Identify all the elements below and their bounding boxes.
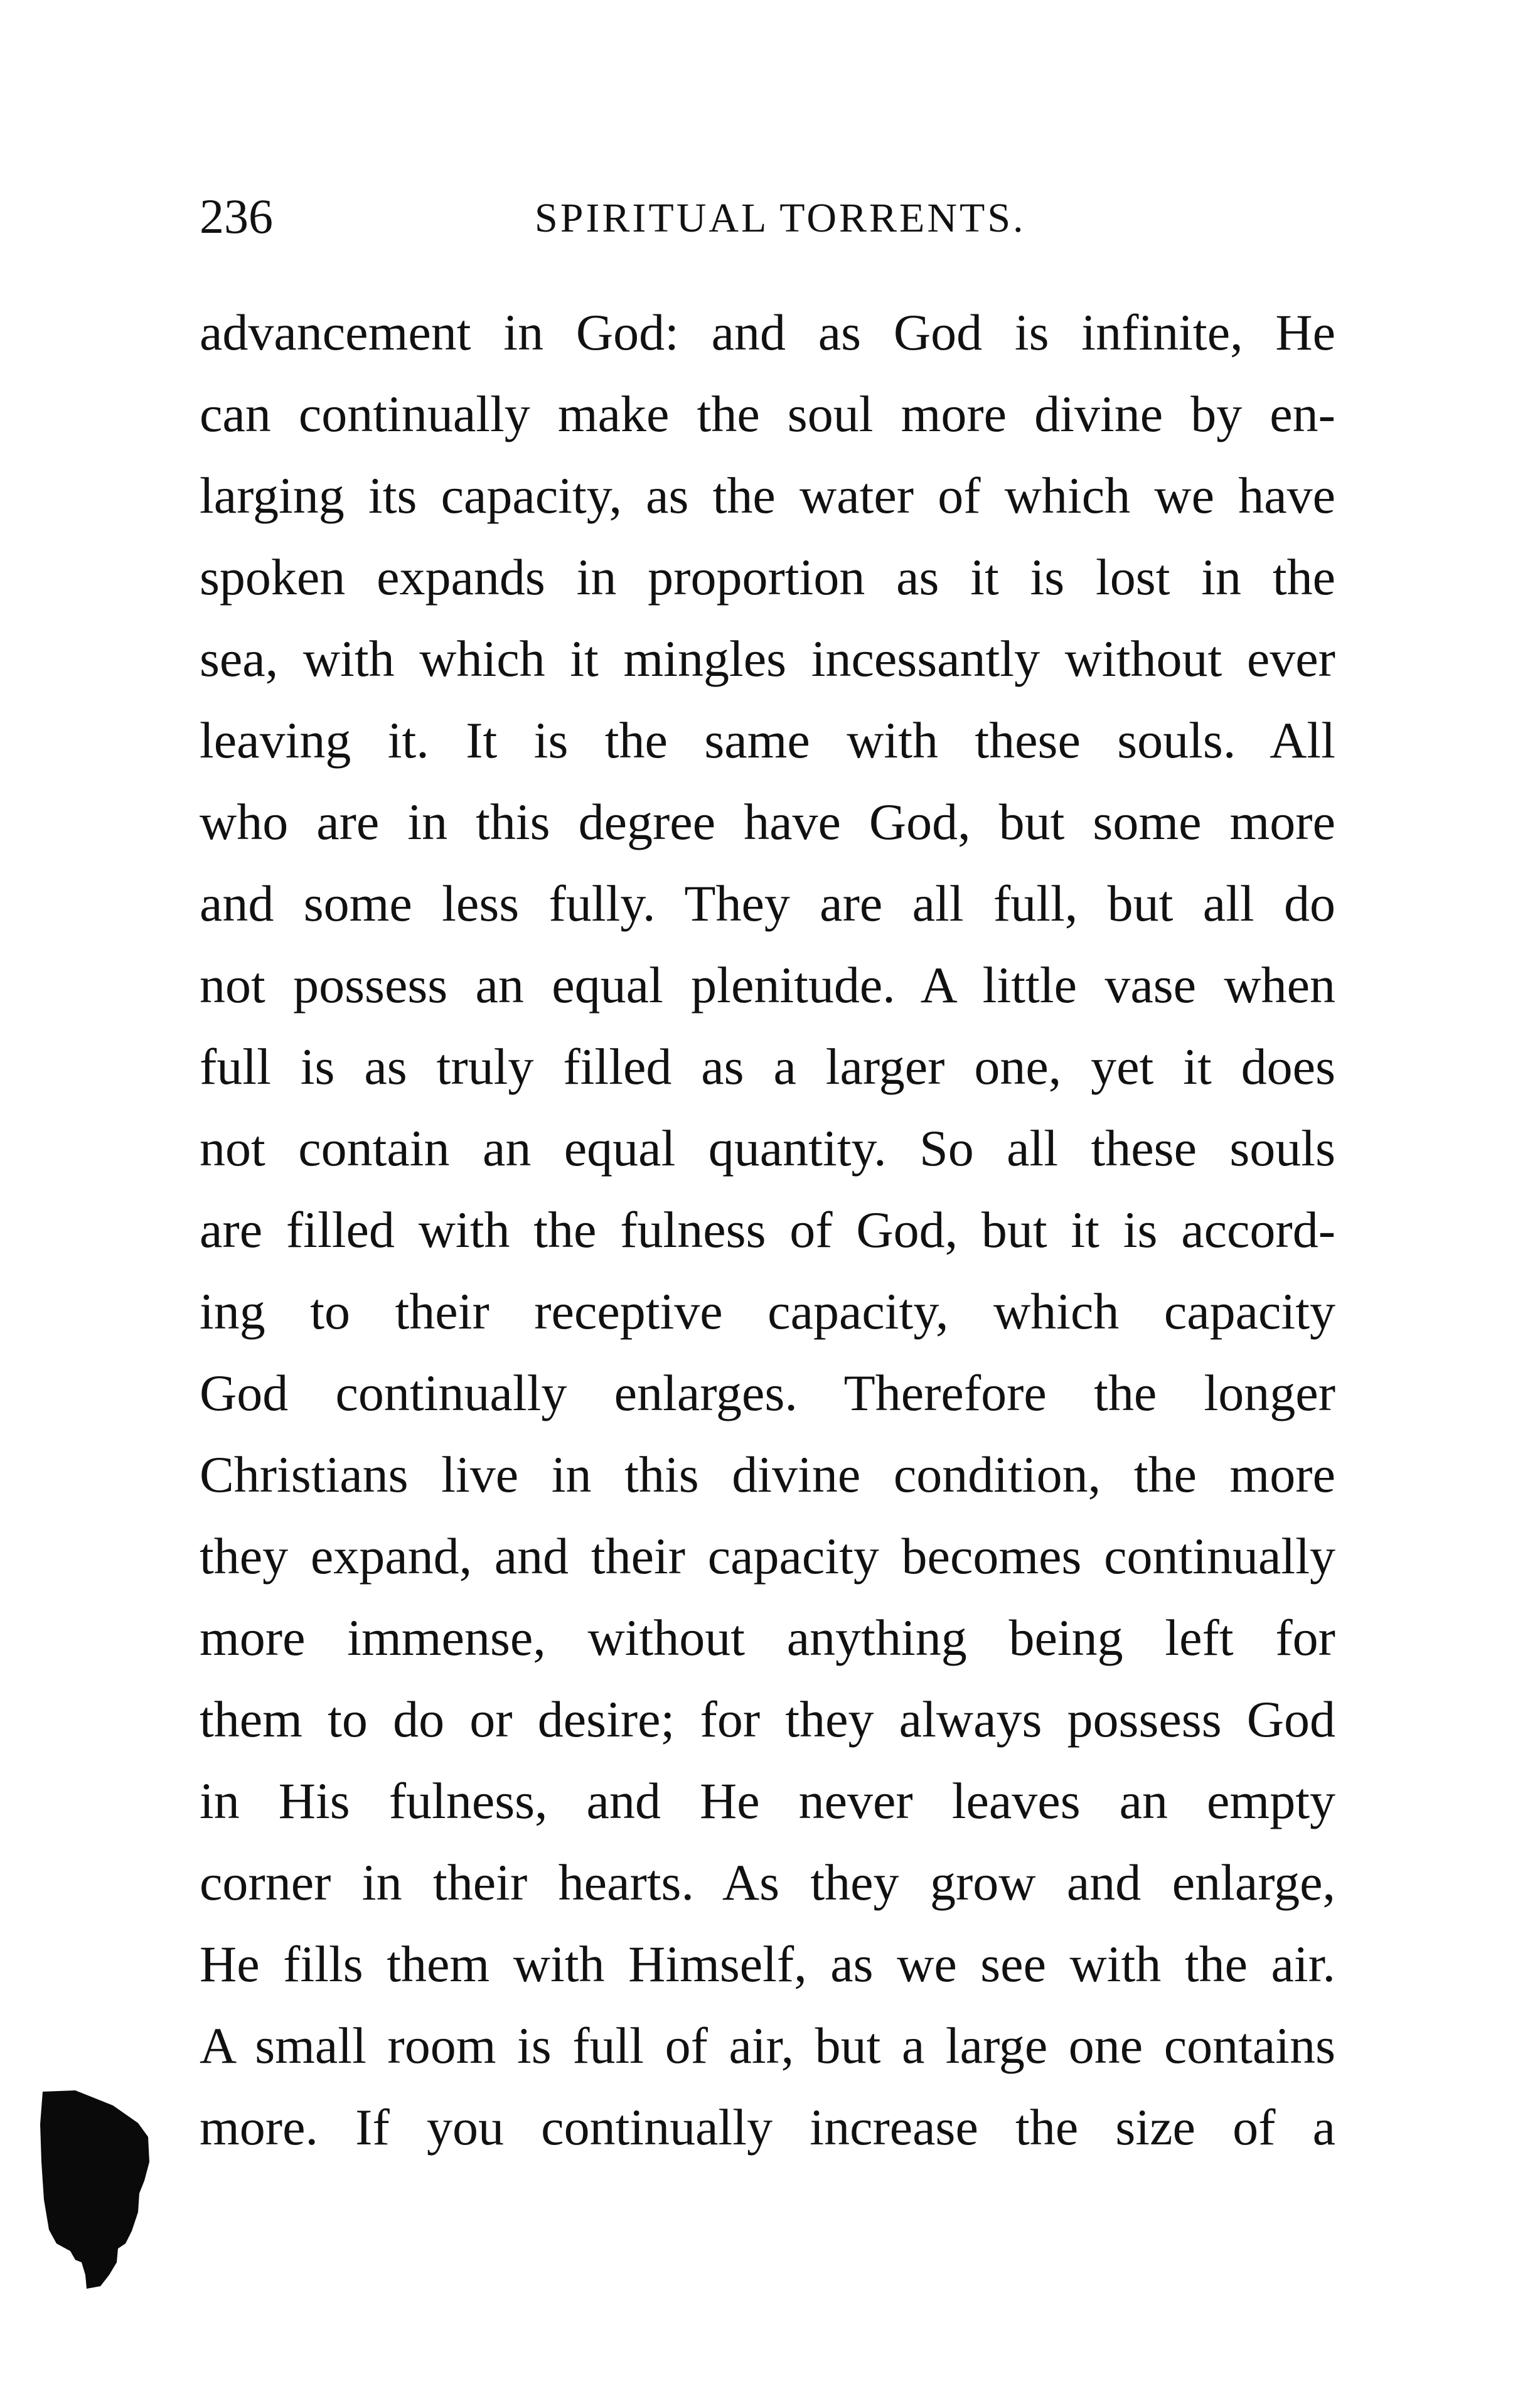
text-line: He fills them with Himself, as we see with the air.	[200, 1935, 1335, 1993]
text-line: larging its capacity, as the water of which we have	[200, 467, 1335, 524]
text-line: are filled with the fulness of God, but it is accord-	[200, 1201, 1335, 1258]
body-text	[200, 292, 1335, 2168]
text-line: A small room is full of air, but a large one contains	[200, 2017, 1335, 2074]
text-line: sea, with which it mingles incessantly without ever	[200, 630, 1335, 687]
text-line: God continually enlarges. Therefore the longer	[200, 1364, 1335, 1421]
text-line: in His fulness, and He never leaves an empty	[200, 1772, 1335, 1829]
text-line: and some less fully. They are all full, but all do	[200, 875, 1335, 932]
page-number: 236	[200, 189, 273, 243]
text-line: corner in their hearts. As they grow and enlarge,	[200, 1854, 1335, 1911]
text-line: advancement in God: and as God is infinite, He	[200, 304, 1335, 361]
text-line: they expand, and their capacity becomes continually	[200, 1527, 1335, 1585]
text-line: ing to their receptive capacity, which capacity	[200, 1283, 1335, 1340]
text-line: more. If you continually increase the size of a	[200, 2099, 1335, 2156]
text-line: leaving it. It is the same with these souls. All	[200, 712, 1335, 769]
margin-ink-blot	[38, 2087, 154, 2294]
text-line: can continually make the soul more divine by en-	[200, 385, 1335, 442]
text-line: Christians live in this divine condition, the more	[200, 1446, 1335, 1503]
text-line: not possess an equal plenitude. A little vase when	[200, 956, 1335, 1014]
text-line: spoken expands in proportion as it is lost in the	[200, 548, 1335, 606]
text-line: them to do or desire; for they always possess God	[200, 1691, 1335, 1748]
text-line: who are in this degree have God, but some more	[200, 793, 1335, 850]
running-title: SPIRITUAL TORRENTS.	[535, 195, 1026, 241]
running-head	[200, 188, 1335, 245]
text-line: not contain an equal quantity. So all these souls	[200, 1120, 1335, 1177]
text-line: full is as truly filled as a larger one, yet it does	[200, 1038, 1335, 1095]
text-line: more immense, without anything being left for	[200, 1609, 1335, 1666]
